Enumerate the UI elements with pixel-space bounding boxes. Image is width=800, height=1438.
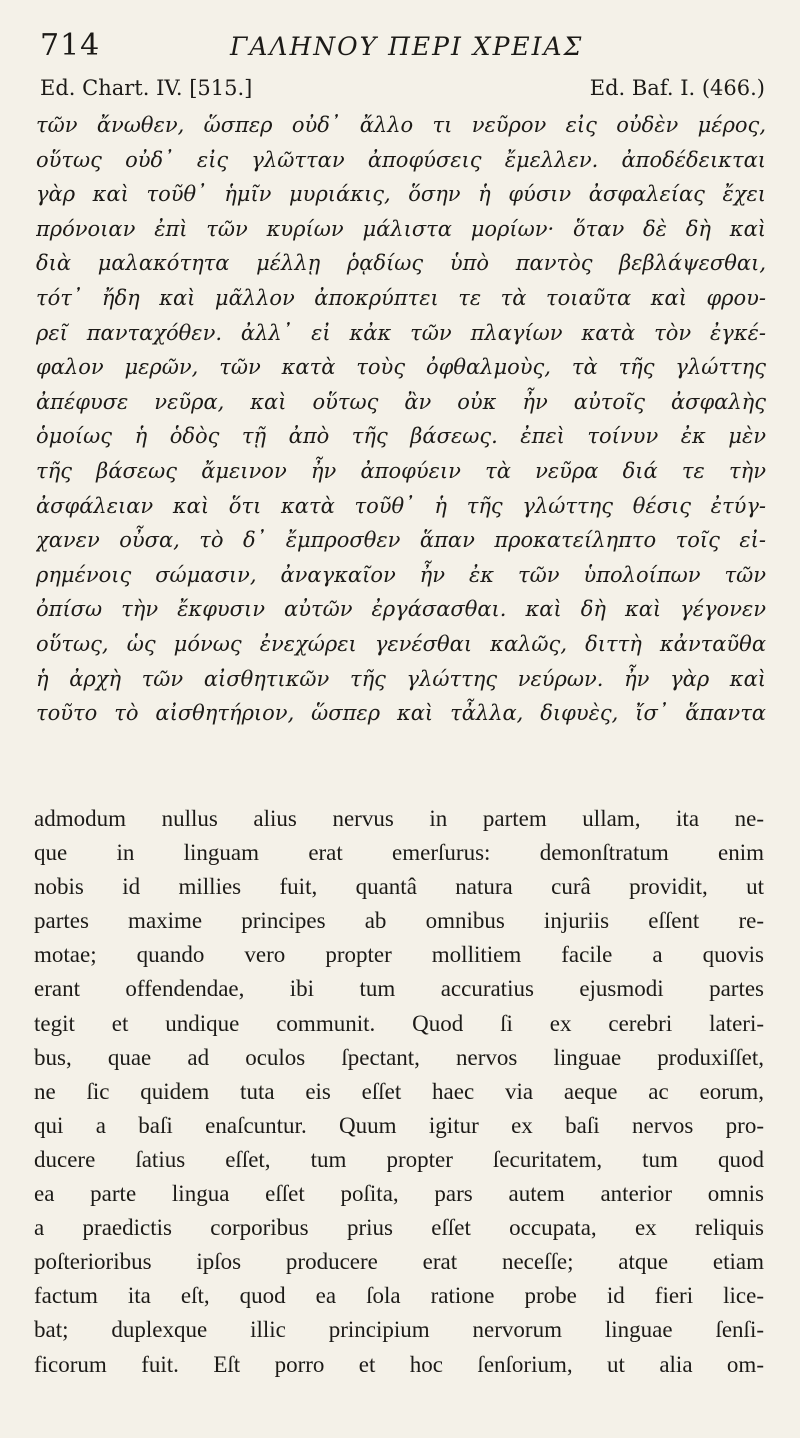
edition-chartier: Ed. Chart. IV. [515.] [40,76,253,100]
greek-text-line: γὰρ καὶ τοῦθ᾽ ἡμῖν μυριάκις, ὅσην ἡ φύσιν ἀσφαλείας ἔχει [36,182,766,207]
greek-text-line: οὕτως οὐδ᾽ εἰς γλῶτταν ἀποφύσεις ἔμελλεν. ἀποδέδεικται [36,147,766,172]
greek-text-line: χανεν οὖσα, τὸ δ᾽ ἔμπροσθεν ἅπαν προκατείληπτο τοῖς εἰ- [36,528,766,553]
latin-text-line: admodum nullus alius nervus in partem ullam, ita ne- [34,806,764,831]
greek-text-line: ἀσφάλειαν καὶ ὅτι κατὰ τοῦθ᾽ ἡ τῆς γλώττης θέσις ἐτύγ- [36,493,766,518]
edition-references [40,76,765,106]
page-header [40,28,770,68]
greek-text-line: οὕτως, ὡς μόνως ἐνεχώρει γενέσθαι καλῶς, διττὴ κἀνταῦθα [36,631,766,656]
greek-text-line: τότ᾽ ἤδη καὶ μᾶλλον ἀποκρύπτει τε τὰ τοιαῦτα καὶ φρου- [36,285,766,310]
greek-text-line: ἡ ἀρχὴ τῶν αἰσθητικῶν τῆς γλώττης νεύρων. ἦν γὰρ καὶ [36,666,766,691]
latin-text-line: a praedictis corporibus prius eſſet occupata, ex reliquis [34,1215,764,1241]
edition-basel: Ed. Baf. I. (466.) [589,76,765,100]
running-title: ΓΑΛΗΝΟΥ ΠΕΡΙ ΧΡΕΙΑΣ [230,32,584,61]
greek-text-line: πρόνοιαν ἐπὶ τῶν κυρίων μάλιστα μορίων· ὅταν δὲ δὴ καὶ [36,216,766,241]
greek-text-line: τῆς βάσεως ἄμεινον ἦν ἀποφύειν τὰ νεῦρα διά τε τὴν [36,458,766,483]
latin-text-line: tegit et undique communit. Quod ſi ex cerebri lateri- [34,1010,764,1036]
latin-text-line: qui a baſi enaſcuntur. Quum igitur ex baſi nervos pro- [34,1112,764,1138]
page-number: 714 [40,28,101,63]
latin-text-line: ea parte lingua eſſet poſita, pars autem anterior omnis [34,1181,764,1207]
greek-text-line: φαλον μερῶν, τῶν κατὰ τοὺς ὀφθαλμοὺς, τὰ τῆς γλώττης [36,355,766,380]
latin-text-line: que in linguam erat emerſurus: demonſtratum enim [34,840,764,866]
greek-text-line: ρημένοις σώμασιν, ἀναγκαῖον ἦν ἐκ τῶν ὑπολοίπων τῶν [36,562,766,587]
latin-text-line: partes maxime principes ab omnibus injuriis eſſent re- [34,908,764,934]
latin-text-line: bus, quae ad oculos ſpectant, nervos linguae produxiſſet, [34,1044,764,1070]
latin-text-line: ducere ſatius eſſet, tum propter ſecuritatem, tum quod [34,1146,764,1172]
latin-text-line: bat; duplexque illic principium nervorum linguae ſenſi- [34,1317,764,1343]
latin-text-line: erant offendendae, ibi tum accuratius ejusmodi partes [34,976,764,1002]
greek-text-line: τῶν ἄνωθεν, ὥσπερ οὐδ᾽ ἄλλο τι νεῦρον εἰς οὐδὲν μέρος, [36,113,766,137]
greek-text-line: ὁμοίως ἡ ὁδὸς τῇ ἀπὸ τῆς βάσεως. ἐπεὶ τοίνυν ἐκ μὲν [36,424,766,449]
latin-text-line: ne ſic quidem tuta eis eſſet haec via aeque ac eorum, [34,1078,764,1104]
latin-text-line: factum ita eſt, quod ea ſola ratione probe id fieri lice- [34,1283,764,1309]
latin-text-line: nobis id millies fuit, quantâ natura curâ providit, ut [34,874,764,900]
latin-text-line: motae; quando vero propter mollitiem facile a quovis [34,942,764,968]
greek-text-line: ρεῖ πανταχόθεν. ἀλλ᾽ εἰ κἀκ τῶν πλαγίων κατὰ τὸν ἐγκέ- [36,320,766,345]
latin-text-line: ficorum fuit. Eſt porro et hoc ſenſorium, ut alia om- [34,1351,764,1377]
greek-text-block [36,108,766,731]
latin-text-line: poſterioribus ipſos producere erat neceſſe; atque etiam [34,1249,764,1275]
greek-text-line: τοῦτο τὸ αἰσθητήριον, ὥσπερ καὶ τἆλλα, διφυὲς, ἴσ᾽ ἅπαντα [36,701,766,726]
greek-text-line: ἀπέφυσε νεῦρα, καὶ οὕτως ἂν οὐκ ἦν αὐτοῖς ἀσφαλὴς [36,389,766,414]
greek-text-line: διὰ μαλακότητα μέλλῃ ῥᾳδίως ὑπὸ παντὸς βεβλάψεσθαι, [36,251,766,276]
latin-text-block [34,802,764,1382]
greek-text-line: ὀπίσω τὴν ἔκφυσιν αὐτῶν ἐργάσασθαι. καὶ δὴ καὶ γέγονεν [36,597,766,622]
